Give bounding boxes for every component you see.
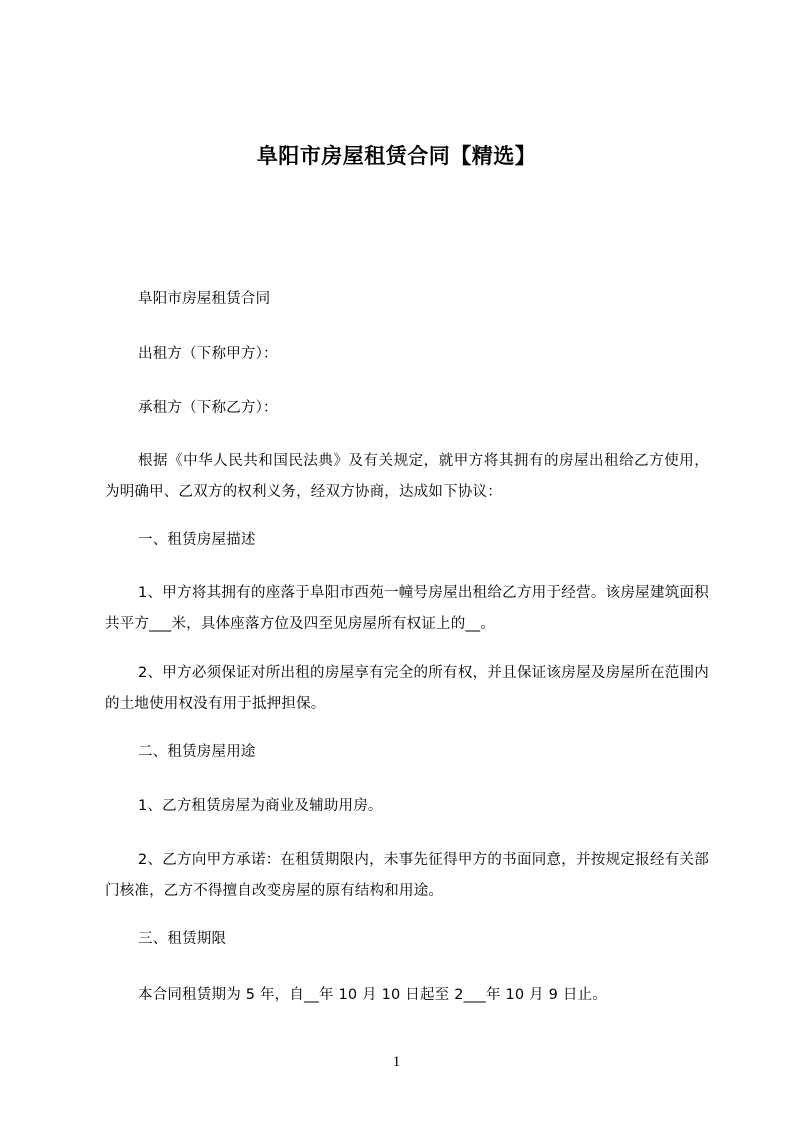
lessee-line: 承租方（下称乙方）： bbox=[138, 400, 278, 416]
section-heading-1: 一、租赁房屋描述 bbox=[138, 532, 256, 548]
page-number: 1 bbox=[392, 1054, 401, 1070]
lessor-line: 出租方（下称甲方）： bbox=[138, 346, 278, 362]
clause-2-1: 1、乙方租赁房屋为商业及辅助用房。 bbox=[138, 798, 383, 814]
section-heading-3: 三、租赁期限 bbox=[138, 931, 227, 947]
section-heading-2: 二、租赁房屋用途 bbox=[138, 744, 256, 760]
clause-2-2: 2、乙方向甲方承诺：在租赁期限内，未事先征得甲方的书面同意，并按规定报经有关部门核准，乙方不得擅自改变房屋的原有结构和用途。 bbox=[105, 852, 709, 899]
preamble-paragraph: 根据《中华人民共和国民法典》及有关规定，就甲方将其拥有的房屋出租给乙方使用，为明确甲、乙双方的权利义务，经双方协商，达成如下协议： bbox=[105, 453, 709, 500]
contract-name: 阜阳市房屋租赁合同 bbox=[138, 291, 271, 307]
document-title: 阜阳市房屋租赁合同【精选】 bbox=[256, 144, 537, 168]
clause-1-1: 1、甲方将其拥有的座落于阜阳市西苑一幢号房屋出租给乙方用于经营。该房屋建筑面积共平方___米，具体座落方位及四至见房屋所有权证上的__。 bbox=[105, 585, 709, 632]
clause-3-1: 本合同租赁期为 5 年，自__年 10 月 10 日起至 2___年 10 月 9 日止。 bbox=[138, 987, 607, 1003]
clause-1-2: 2、甲方必须保证对所出租的房屋享有完全的所有权，并且保证该房屋及房屋所在范围内的土地使用权没有用于抵押担保。 bbox=[105, 665, 709, 712]
